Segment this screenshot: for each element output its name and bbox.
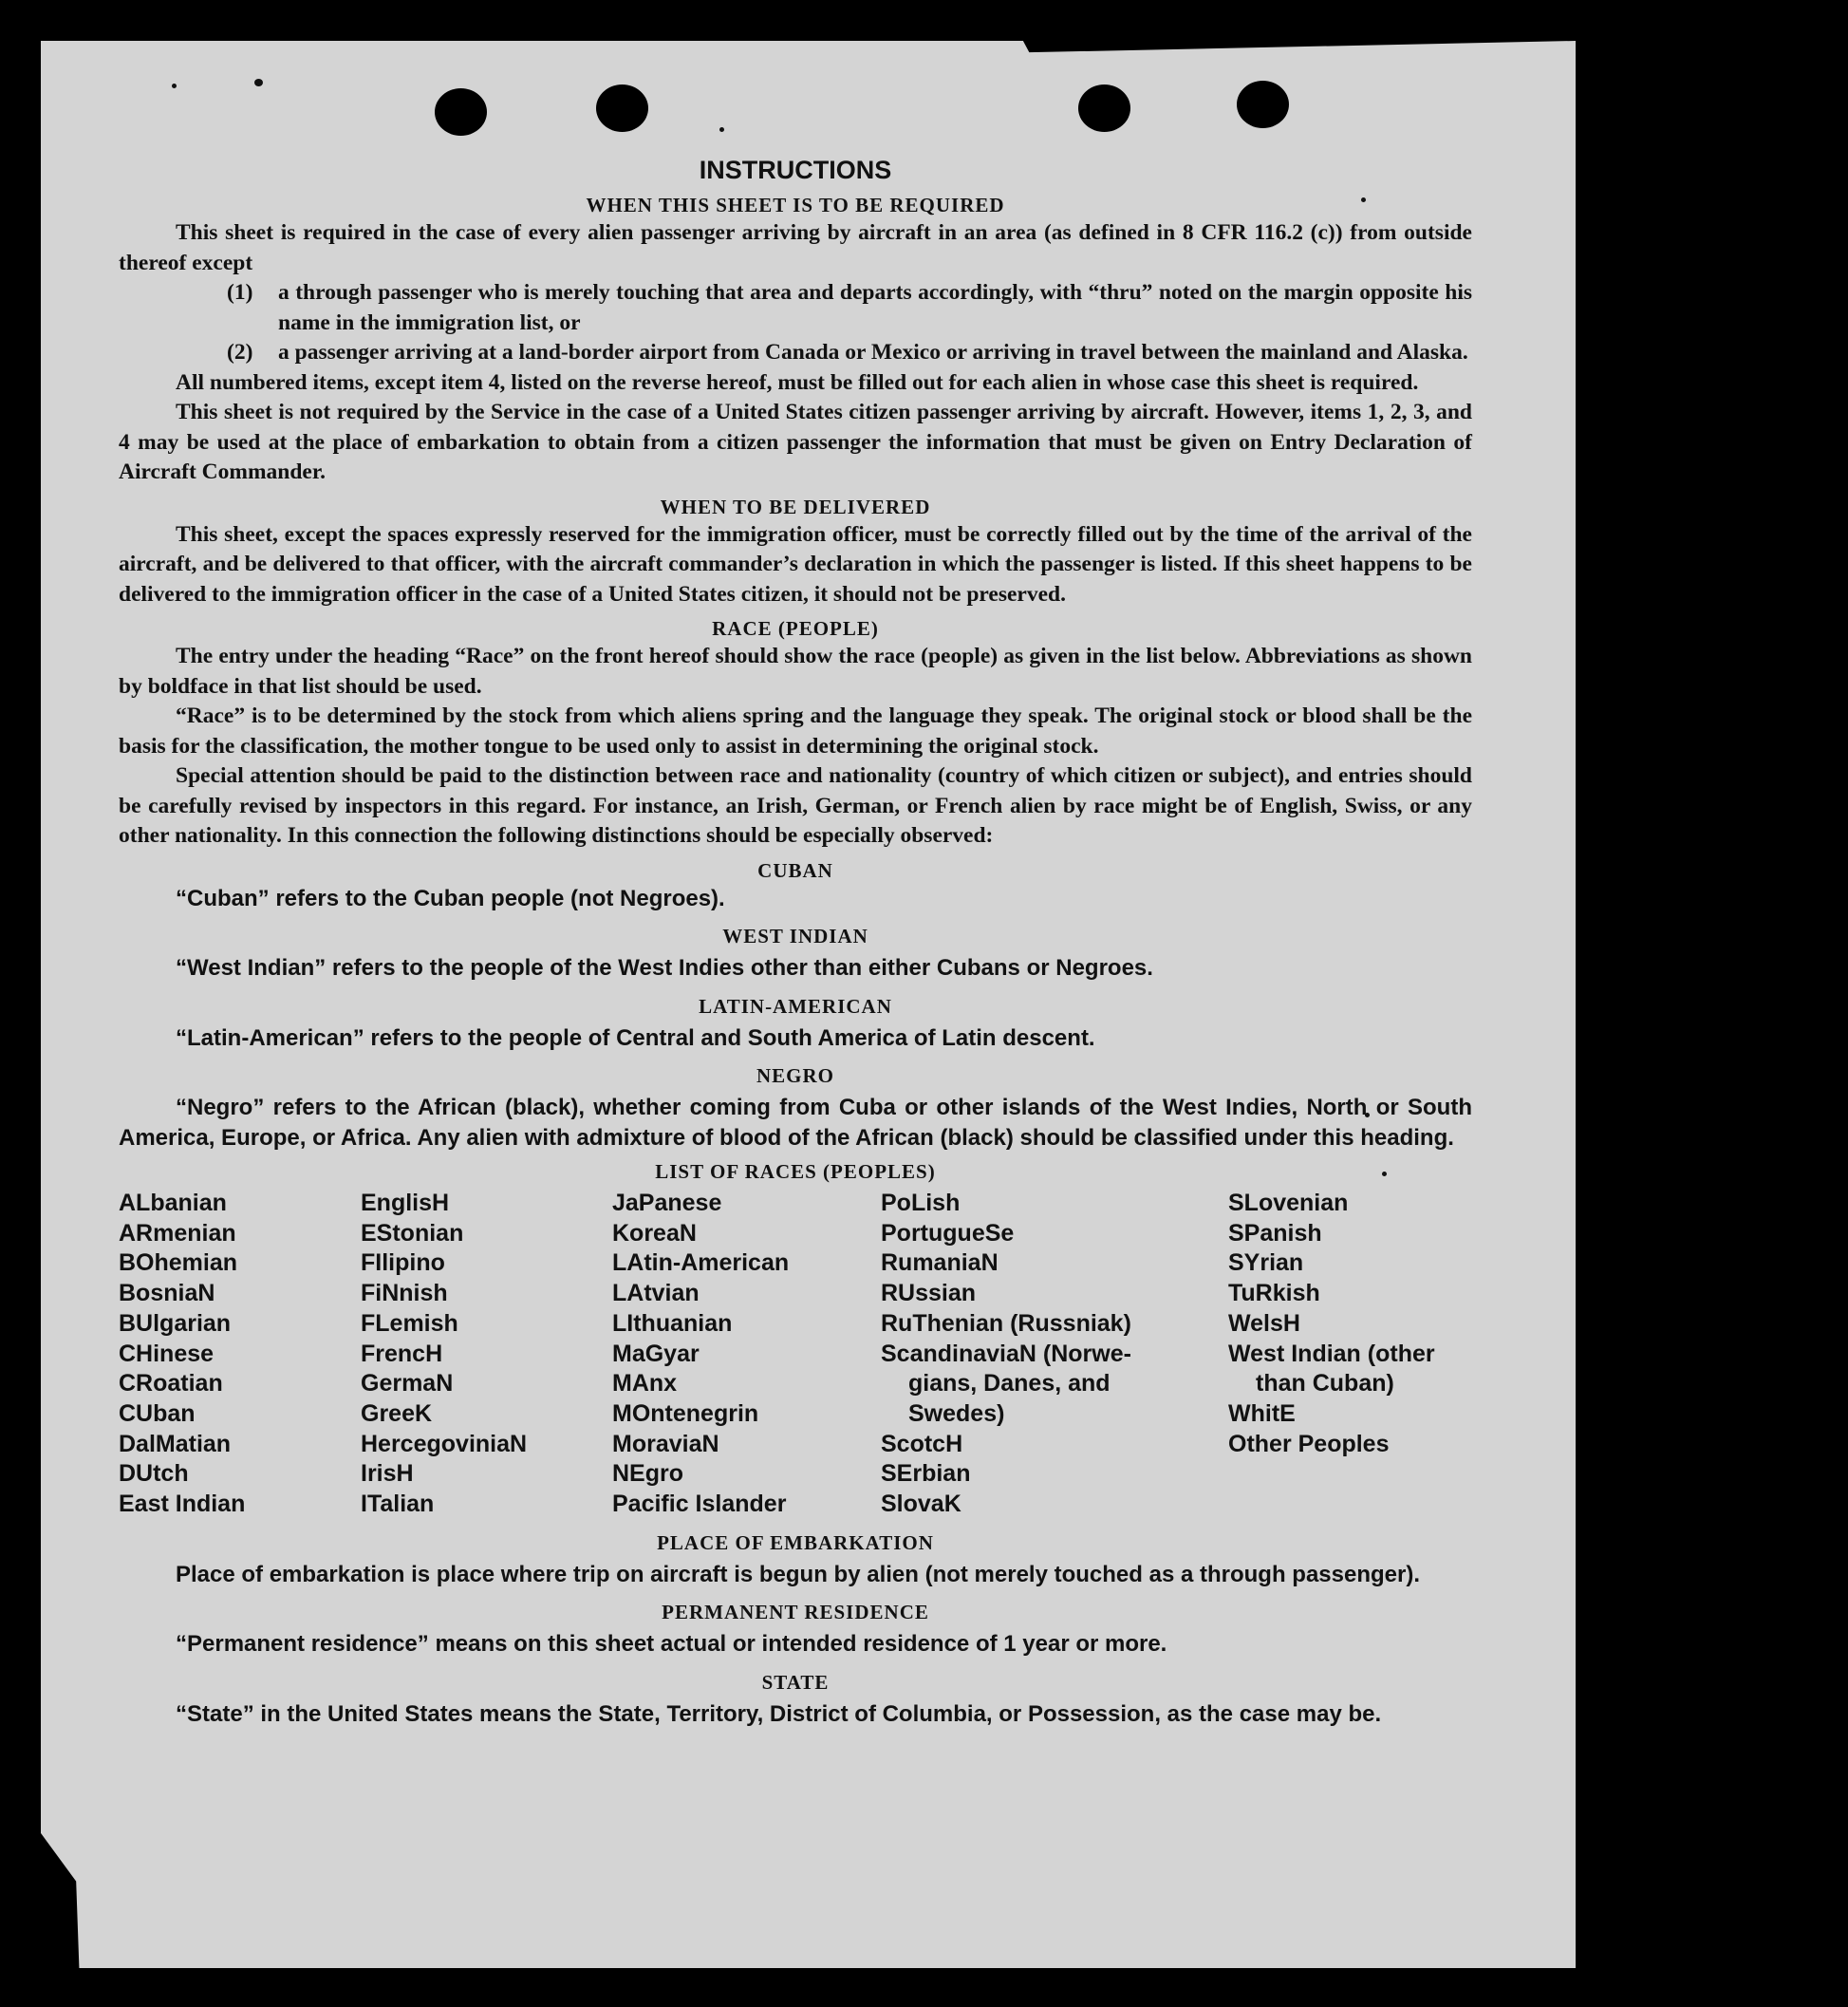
race-item: MAnx	[612, 1370, 678, 1397]
race-item: FLemish	[361, 1309, 458, 1337]
race-item: ITalian	[361, 1491, 435, 1518]
race-item: FiNnish	[361, 1280, 448, 1307]
race-item: IrisH	[361, 1460, 414, 1488]
race-item: DalMatian	[119, 1430, 232, 1457]
race-item: GermaN	[361, 1370, 454, 1397]
paragraph: This sheet is required in the case of every alien passenger arriving by aircraft in an area (as defined in 8 CFR 116.2 (c)) from outside thereof except	[119, 220, 1472, 275]
race-item: SErbian	[881, 1460, 971, 1488]
race-item: WelsH	[1228, 1309, 1300, 1337]
item-number: (1)	[227, 280, 253, 305]
punch-hole	[1078, 84, 1130, 132]
list-item	[119, 338, 1472, 368]
paragraph: “Cuban” refers to the Cuban people (not Negroes).	[176, 885, 725, 911]
item-text: a through passenger who is merely touching that area and departs accordingly, with “thru” noted on the margin opposite his name in the immigration list, or	[278, 280, 1472, 335]
race-item: Other Peoples	[1228, 1430, 1390, 1457]
punch-hole	[435, 88, 487, 136]
section-heading: CUBAN	[757, 858, 833, 882]
race-column	[361, 1189, 612, 1520]
section-heading: NEGRO	[756, 1064, 834, 1087]
section-heading: PERMANENT RESIDENCE	[662, 1601, 929, 1624]
section-heading: STATE	[761, 1670, 830, 1694]
race-item: HercegoviniaN	[361, 1430, 528, 1457]
section-heading: WHEN THIS SHEET IS TO BE REQUIRED	[586, 194, 1005, 216]
paragraph: “West Indian” refers to the people of the West Indies other than either Cubans or Negroes.	[176, 955, 1153, 981]
race-item: LAtin-American	[612, 1249, 790, 1277]
race-item: Pacific Islander	[612, 1491, 787, 1518]
race-item: MaGyar	[612, 1340, 700, 1367]
race-column	[612, 1189, 881, 1520]
item-number: (2)	[227, 340, 253, 365]
paragraph: All numbered items, except item 4, listed on the reverse hereof, must be filled out for each alien in whose case this sheet is required.	[176, 369, 1419, 395]
race-item: than Cuban)	[1256, 1370, 1394, 1397]
race-column	[1228, 1189, 1472, 1520]
speck	[254, 79, 263, 86]
race-item: GreeK	[361, 1399, 433, 1427]
race-item: RuThenian (Russniak)	[881, 1309, 1131, 1337]
race-column	[881, 1189, 1228, 1520]
section-heading: RACE (PEOPLE)	[712, 617, 879, 640]
section-heading: WHEN TO BE DELIVERED	[660, 495, 931, 518]
item-text: a passenger arriving at a land-border airport from Canada or Mexico or arriving in travel between the mainland and Alaska.	[278, 340, 1468, 365]
race-item: CUban	[119, 1399, 196, 1427]
race-item: NEgro	[612, 1460, 683, 1488]
race-item: RUssian	[881, 1280, 977, 1307]
race-item: PortugueSe	[881, 1219, 1015, 1247]
race-item: ARmenian	[119, 1219, 236, 1247]
punch-hole	[1237, 81, 1289, 128]
race-column	[119, 1189, 361, 1520]
document-title: INSTRUCTIONS	[699, 156, 892, 184]
race-item: East Indian	[119, 1491, 246, 1518]
race-item: ScandinaviaN (Norwe-	[881, 1340, 1131, 1367]
list-item	[119, 278, 1472, 338]
race-item: MoraviaN	[612, 1430, 719, 1457]
race-item: EnglisH	[361, 1190, 450, 1216]
punch-hole	[596, 84, 648, 132]
race-item: ScotcH	[881, 1430, 963, 1457]
instructions-document	[119, 150, 1472, 1729]
paragraph: Special attention should be paid to the distinction between race and nationality (country of which citizen or subject), and entries should be carefully revised by inspectors in this regard. For instance, an Irish, German, or French alien by race might be of English, Swiss, or any other nationality. In this connection the following distinctions should be especially observed:	[119, 763, 1472, 848]
race-item: BUlgarian	[119, 1309, 232, 1337]
paragraph: This sheet is not required by the Service in the case of a United States citizen passenger arriving by aircraft. However, items 1, 2, 3, and 4 may be used at the place of embarkation to obtain from a citizen passenger the information that must be given on Entry Declaration of Aircraft Commander.	[119, 400, 1472, 484]
section-heading: LIST OF RACES (PEOPLES)	[655, 1160, 936, 1183]
race-item: CRoatian	[119, 1370, 223, 1397]
race-item: RumaniaN	[881, 1249, 999, 1277]
paragraph: Place of embarkation is place where trip on aircraft is begun by alien (not merely touched as a through passenger).	[176, 1561, 1420, 1587]
race-item: SlovaK	[881, 1491, 961, 1518]
race-item: CHinese	[119, 1340, 215, 1367]
paragraph: “Race” is to be determined by the stock from which aliens spring and the language they speak. The original stock or blood shall be the basis for the classification, the mother tongue to be used only to assist in determining the original stock.	[119, 703, 1472, 759]
race-item: gians, Danes, and	[908, 1370, 1111, 1397]
section-heading: LATIN-AMERICAN	[699, 994, 892, 1018]
race-item: LIthuanian	[612, 1309, 733, 1337]
race-item: SLovenian	[1228, 1190, 1349, 1216]
race-list	[119, 1189, 1472, 1520]
race-item: LAtvian	[612, 1280, 700, 1307]
race-item: WhitE	[1228, 1399, 1296, 1427]
paragraph: The entry under the heading “Race” on the front hereof should show the race (people) as given in the list below. Abbreviations as shown by boldface in that list should be used.	[119, 644, 1472, 699]
race-item: FIlipino	[361, 1249, 445, 1277]
paragraph: “State” in the United States means the State, Territory, District of Columbia, or Possession, as the case may be.	[176, 1700, 1382, 1727]
race-item: SPanish	[1228, 1219, 1322, 1247]
race-item: ALbanian	[119, 1190, 227, 1216]
speck	[172, 84, 177, 88]
race-item: KoreaN	[612, 1219, 697, 1247]
paragraph: This sheet, except the spaces expressly reserved for the immigration officer, must be correctly filled out by the time of the arrival of the aircraft, and be delivered to that officer, with the aircraft commander’s declaration in which the passenger is listed. If this sheet happens to be delivered to the immigration officer in the case of a United States citizen, it should not be preserved.	[119, 521, 1472, 607]
speck	[719, 127, 724, 132]
paragraph: “Permanent residence” means on this sheet actual or intended residence of 1 year or more.	[176, 1631, 1167, 1658]
race-item: FrencH	[361, 1340, 443, 1367]
race-item: Swedes)	[908, 1399, 1005, 1427]
race-item: EStonian	[361, 1219, 464, 1247]
race-item: PoLish	[881, 1190, 961, 1216]
race-item: DUtch	[119, 1460, 189, 1488]
paragraph: “Negro” refers to the African (black), whether coming from Cuba or other islands of the West Indies, North or South America, Europe, or Africa. Any alien with admixture of blood of the African (black) should be classified under this heading.	[119, 1095, 1472, 1151]
paragraph: “Latin-American” refers to the people of Central and South America of Latin descent.	[176, 1024, 1095, 1051]
race-item: BOhemian	[119, 1249, 238, 1277]
section-heading: WEST INDIAN	[722, 925, 868, 947]
race-item: SYrian	[1228, 1249, 1304, 1277]
section-heading: PLACE OF EMBARKATION	[657, 1530, 934, 1554]
race-item: West Indian (other	[1228, 1340, 1435, 1367]
race-item: BosniaN	[119, 1280, 215, 1307]
race-item: JaPanese	[612, 1190, 722, 1216]
race-item: TuRkish	[1228, 1280, 1320, 1307]
race-item: MOntenegrin	[612, 1399, 759, 1427]
